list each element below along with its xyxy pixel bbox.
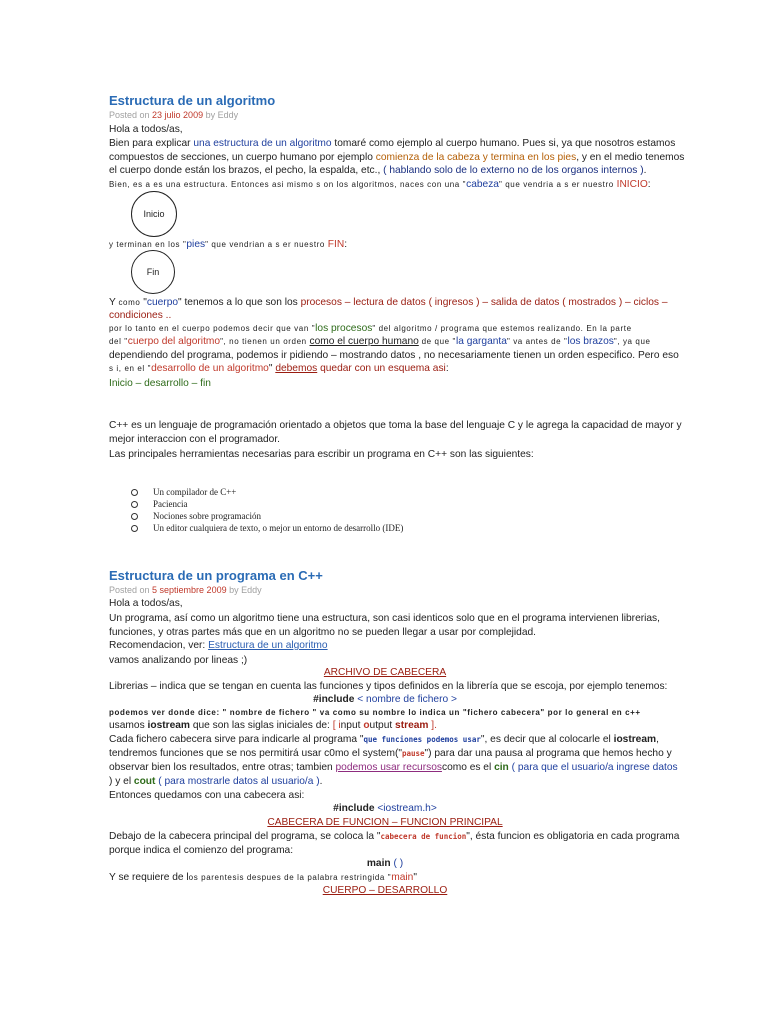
tools-list [131,486,403,534]
post1-greeting: Hola a todos/as, [109,124,183,135]
post1-line7: condiciones .. [109,310,172,321]
post1-title[interactable]: Estructura de un algoritmo [109,93,276,108]
post2-line6: podemos ver donde dice: " nombre de fichero " va como su nombre lo indica un "fichero cabecera" por lo general en c++ [109,708,641,717]
heading-archivo-cabecera[interactable]: ARCHIVO DE CABECERA [323,667,447,678]
fin-circle: Fin [131,250,175,294]
list-item: Un editor cualquiera de texto, o mejor un entorno de desarrollo (IDE) [131,522,403,534]
post1-line1: Bien para explicar una estructura de un algoritmo tomaré como ejemplo al cuerpo humano. Pues si, ya que nosotros estamos [109,138,676,149]
post2-line8: Cada fichero cabecera sirve para indicarle al programa "que funciones podemos usar", es decir que al colocarle el iostream, [109,734,659,745]
include-line1: #include < nombre de fichero > [313,694,457,705]
post2-line10: observar bien los resultados, entre otras; tambien podemos usar recursoscomo es el cin ( para que el usuario/a ingrese datos [109,762,678,773]
post1-line3: el cuerpo donde están los brazos, el pecho, la espalda, etc., ( hablando solo de lo externo no de los organos internos ). [109,165,647,176]
post2-line12: Entonces quedamos con una cabecera asi: [109,790,305,801]
post2-line7: usamos iostream que son las siglas iniciales de: [ input output stream ]. [109,720,437,731]
list-item: Nociones sobre programación [131,510,403,522]
post2-line13: Debajo de la cabecera principal del programa, se coloca la "cabecera de funcion", ésta funcion es obligatoria en cada programa [109,831,680,842]
cpp-line1: C++ es un lenguaje de programación orientado a objetos que toma la base del lenguaje C y le agrega la capacidad de mayor y [109,420,682,431]
post2-title[interactable]: Estructura de un programa en C++ [109,568,323,583]
post1-line2: compuestos de secciones, un cuerpo humano por ejemplo comienza de la cabeza y termina en los pies, y en el medio tenemos [109,152,685,163]
heading-cabecera-funcion[interactable]: CABECERA DE FUNCION – FUNCION PRINCIPAL [267,817,503,828]
post1-date[interactable]: 23 julio 2009 [152,110,204,120]
post1-line11: s i, en el "desarrollo de un algoritmo" debemos quedar con un esquema asi: [109,363,449,374]
main-line: main ( ) [366,858,404,869]
post2-line1: Un programa, así como un algoritmo tiene una estructura, son casi identicos solo que en el programa intervienen librerias, [109,613,660,624]
post1-line8: por lo tanto en el cuerpo podemos decir que van "los procesos" del algoritmo / programa que estemos realizando. En la parte [109,323,632,334]
post1-line12: Inicio – desarrollo – fin [109,378,211,389]
podemos-usar-recursos-link[interactable]: podemos usar recursos [335,762,442,773]
post2-line5: Librerias – indica que se tengan en cuenta las funciones y tipos definidos en la librería que se escoja, por ejemplo tenemos: [109,681,668,692]
post1-line6: Y como "cuerpo" tenemos a lo que son los procesos – lectura de datos ( ingresos ) – salida de datos ( mostrados ) – ciclos – [109,297,668,308]
post1-line10: dependiendo del programa, podemos ir pidiendo – mostrando datos , no necesariamente tienen un orden especifico. Pero eso [109,350,679,361]
post2-line15: Y se requiere de los parentesis despues de la palabra restringida "main" [109,872,417,883]
list-item: Un compilador de C++ [131,486,403,498]
post2-line4: vamos analizando por lineas ;) [109,655,248,666]
post1-meta: Posted on 23 julio 2009 by Eddy [109,110,239,120]
post1-line5: y terminan en los "pies" que vendrian a s er nuestro FIN: [109,239,348,250]
cpp-line3: Las principales herramientas necesarias para escribir un programa en C++ son las siguientes: [109,449,534,460]
post2-meta: Posted on 5 septiembre 2009 by Eddy [109,585,262,595]
debemos-link[interactable]: debemos [275,363,318,374]
bullet-icon [131,489,138,496]
post1-line9: del "cuerpo del algoritmo", no tienen un orden como el cuerpo humano de que "la garganta" va antes de "los brazos", ya que [109,336,651,347]
estructura-algoritmo-link[interactable]: Estructura de un algoritmo [208,640,328,651]
include-line2: #include <iostream.h> [333,803,437,814]
bullet-icon [131,525,138,532]
post2-date[interactable]: 5 septiembre 2009 [152,585,227,595]
post1-line4: Bien, es a es una estructura. Entonces asi mismo s on los algoritmos, naces con una "cabeza" que vendria a s er nuestro INICIO: [109,179,651,190]
post2-line2: funciones, y otras partes más que en un algoritmo no se pueden llegar a usar por complejidad. [109,627,536,638]
como-el-cuerpo-humano-link[interactable]: como el cuerpo humano [309,336,419,347]
bullet-icon [131,513,138,520]
inicio-circle: Inicio [131,191,177,237]
post2-greeting: Hola a todos/as, [109,598,183,609]
post2-line3: Recomendacion, ver: Estructura de un algoritmo [109,640,328,651]
list-item: Paciencia [131,498,403,510]
post2-line11: ) y el cout ( para mostrarle datos al usuario/a ). [109,776,323,787]
bullet-icon [131,501,138,508]
cpp-line2: mejor interaccion con el programador. [109,434,281,445]
post2-line14: porque indica el comienzo del programa: [109,845,294,856]
heading-cuerpo-desarrollo[interactable]: CUERPO – DESARROLLO [322,885,448,896]
post2-line9: tendremos funciones que se nos permitirá usar c0mo el system("pause") para dar una pausa al programa que hemos hecho y [109,748,672,759]
